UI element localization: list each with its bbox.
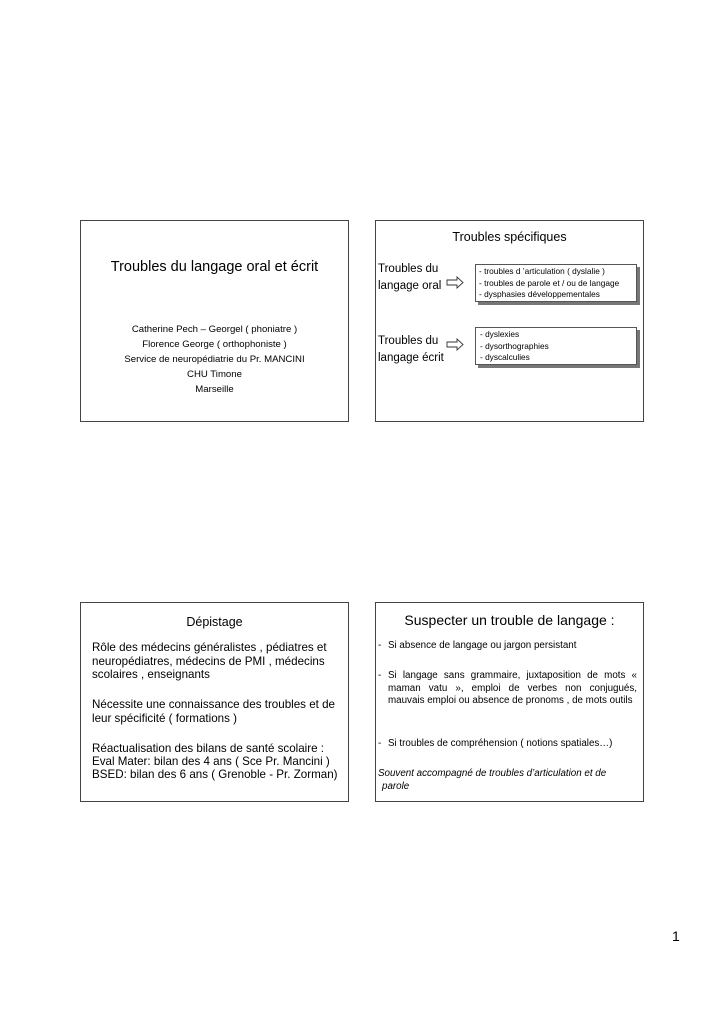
paragraph: BSED: bilan des 6 ans ( Grenoble - Pr. Zorman): [92, 768, 338, 781]
list-item: - dyscalculies: [480, 352, 530, 362]
slide-title: [80, 220, 349, 422]
author-line: Catherine Pech – Georgel ( phoniatre ): [131, 324, 298, 335]
slide-heading: Suspecter un trouble de langage :: [404, 612, 615, 628]
bullet-item: - Si troubles de compréhension ( notions spatiales…): [378, 738, 613, 749]
list-item: - dyslexies: [480, 329, 520, 339]
slide-heading: Dépistage: [186, 615, 243, 629]
authors-block: [81, 322, 348, 397]
arrow-right-icon: [446, 276, 464, 289]
paragraph: Rôle des médecins généralistes , pédiatres et neuropédiatres, médecins de PMI , médecins scolaires , enseignants: [92, 641, 327, 681]
list-item: - dysphasies développementales: [479, 289, 600, 299]
author-line: Marseille: [195, 384, 234, 395]
group-label-ecrit: Troubles du langage écrit: [378, 335, 444, 364]
bullet-item: - Si absence de langage ou jargon persistant: [378, 640, 577, 651]
list-box-oral: [475, 264, 637, 302]
slide-title-heading: Troubles du langage oral et écrit: [110, 259, 319, 275]
list-box-ecrit: [475, 327, 637, 365]
author-line: Service de neuropédiatrie du Pr. MANCINI: [124, 354, 305, 365]
page-number: 1: [672, 928, 680, 944]
list-item: - dysorthographies: [480, 340, 549, 351]
paragraph: Réactualisation des bilans de santé scolaire :: [92, 742, 325, 755]
bullet-item: - Si langage sans grammaire, juxtaposition de mots « maman vatu », emploi de verbes non conjugués, mauvais emploi ou absence de pronoms , de mots outils: [378, 670, 637, 707]
slide-depistage: [80, 602, 349, 802]
slide-troubles-specifiques: [375, 220, 644, 422]
author-line: CHU Timone: [187, 369, 242, 380]
paragraph: Nécessite une connaissance des troubles et de leur spécificité ( formations ): [92, 698, 335, 725]
italic-note: Souvent accompagné de troubles d’articulation et de parole: [378, 768, 607, 792]
arrow-right-icon: [446, 338, 464, 351]
slide-suspecter: [375, 602, 644, 802]
paragraph: Eval Mater: bilan des 4 ans ( Sce Pr. Mancini ): [92, 755, 330, 768]
group-label-oral: Troubles du langage oral: [378, 263, 442, 292]
author-line: Florence George ( orthophoniste ): [142, 339, 287, 350]
list-item: - troubles de parole et / ou de langage: [479, 277, 620, 288]
list-item: - troubles d ’articulation ( dyslalie ): [479, 266, 605, 276]
slide-heading: Troubles spécifiques: [452, 230, 567, 244]
